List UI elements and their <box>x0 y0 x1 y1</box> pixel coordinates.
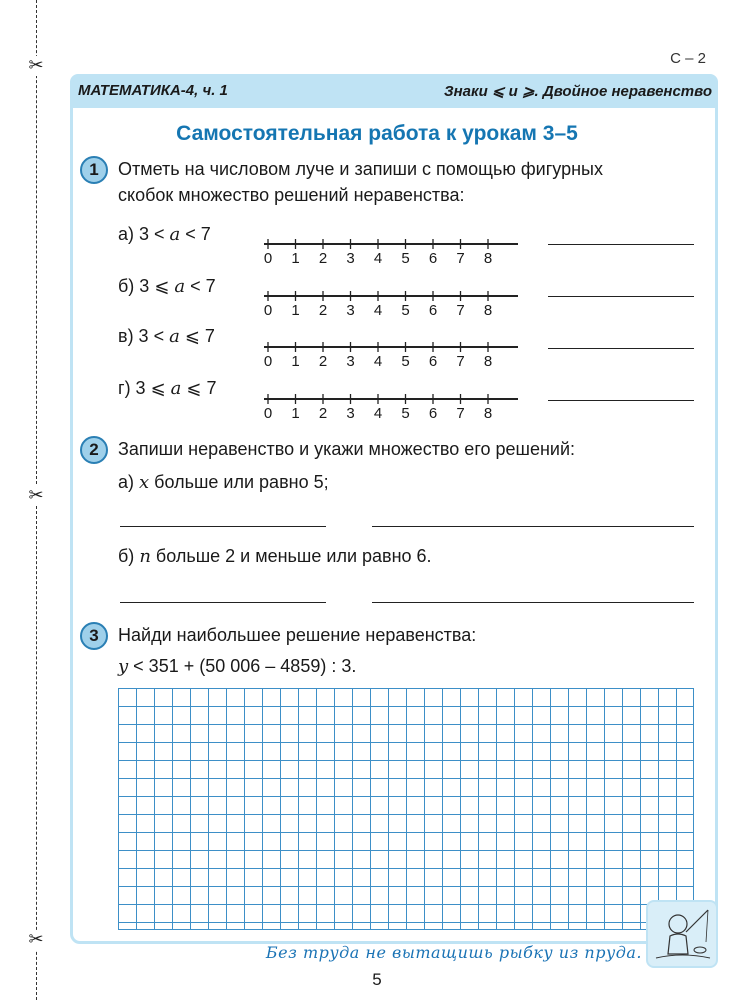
task1-row-c: в) 3 < a ⩽ 7 <box>118 326 215 347</box>
ray-tick-label: 0 <box>264 405 273 419</box>
ray-tick-label: 7 <box>456 302 465 316</box>
ray-tick-label: 8 <box>483 250 493 264</box>
ray-tick-label: 2 <box>318 250 328 264</box>
ray-tick-label: 8 <box>483 353 493 367</box>
task-number-badge: 1 <box>80 156 108 184</box>
ray-tick-label: 4 <box>373 353 383 367</box>
ray-tick-label: 0 <box>264 302 273 316</box>
task-number-badge: 3 <box>80 622 108 650</box>
book-title: МАТЕМАТИКА-4, ч. 1 <box>78 82 228 99</box>
ray-tick-label: 5 <box>401 405 410 419</box>
ray-tick-label: 8 <box>483 302 493 316</box>
task1-text-line2: скобок множество решений неравенства: <box>118 185 465 205</box>
task-number-badge: 2 <box>80 436 108 464</box>
scissors-icon: ✂ <box>26 930 46 950</box>
ray-tick-label: 3 <box>346 250 355 264</box>
ray-tick-label: 3 <box>346 353 355 367</box>
number-ray[interactable] <box>264 238 518 264</box>
number-ray[interactable] <box>264 393 518 419</box>
ray-tick-label: 1 <box>291 405 300 419</box>
ray-tick-label: 7 <box>456 405 465 419</box>
answer-line[interactable] <box>372 602 694 603</box>
ray-tick-label: 7 <box>456 353 465 367</box>
ray-tick-label: 1 <box>291 302 300 316</box>
task1-row-a: а) 3 < a < 7 <box>118 224 211 245</box>
answer-line[interactable] <box>548 400 694 401</box>
fishing-illustration <box>646 900 718 968</box>
ray-tick-label: 6 <box>428 405 438 419</box>
ray-tick-label: 3 <box>346 405 355 419</box>
ray-tick-label: 4 <box>373 405 383 419</box>
page-number: 5 <box>372 970 382 989</box>
answer-grid[interactable] <box>118 688 694 930</box>
ray-tick-label: 6 <box>428 250 438 264</box>
number-ray[interactable] <box>264 341 518 367</box>
ray-tick-label: 7 <box>456 250 465 264</box>
scissors-icon: ✂ <box>26 56 46 76</box>
scissors-icon: ✂ <box>26 486 46 506</box>
task3-expression: y < 351 + (50 006 – 4859) : 3. <box>118 656 357 677</box>
task3-text: Найди наибольшее решение неравенства: <box>118 625 477 645</box>
answer-line[interactable] <box>120 602 326 603</box>
page-title: Самостоятельная работа к урокам 3–5 <box>176 122 578 145</box>
ray-tick-label: 5 <box>401 302 410 316</box>
number-ray[interactable] <box>264 290 518 316</box>
ray-tick-label: 5 <box>401 250 410 264</box>
answer-line[interactable] <box>548 296 694 297</box>
task1-row-b: б) 3 ⩽ a < 7 <box>118 276 216 297</box>
ray-tick-label: 3 <box>346 302 355 316</box>
ray-tick-label: 1 <box>291 250 300 264</box>
ray-tick-label: 8 <box>483 405 493 419</box>
ray-tick-label: 2 <box>318 405 328 419</box>
topic-title: Знаки ⩽ и ⩾. Двойное неравенство <box>443 83 712 100</box>
task1-row-d: г) 3 ⩽ a ⩽ 7 <box>118 378 217 399</box>
ray-tick-label: 4 <box>373 250 383 264</box>
ray-tick-label: 6 <box>428 353 438 367</box>
ray-tick-label: 0 <box>264 353 273 367</box>
ray-tick-label: 2 <box>318 302 328 316</box>
ray-tick-label: 0 <box>264 250 273 264</box>
answer-line[interactable] <box>120 526 326 527</box>
task2-text: Запиши неравенство и укажи множество его решений: <box>118 439 576 459</box>
ray-tick-label: 2 <box>318 353 328 367</box>
task2-part-b: б) n больше 2 и меньше или равно 6. <box>118 546 432 567</box>
ray-tick-label: 4 <box>373 302 383 316</box>
answer-line[interactable] <box>548 244 694 245</box>
ray-tick-label: 6 <box>428 302 438 316</box>
page-code: С – 2 <box>670 50 706 67</box>
answer-line[interactable] <box>372 526 694 527</box>
answer-line[interactable] <box>548 348 694 349</box>
ray-tick-label: 5 <box>401 353 410 367</box>
task2-part-a: а) x больше или равно 5; <box>118 472 329 493</box>
ray-tick-label: 1 <box>291 353 300 367</box>
task1-text-line1: Отметь на числовом луче и запиши с помощью фигурных <box>118 159 603 179</box>
proverb: Без труда не вытащишь рыбку из пруда. <box>265 943 642 962</box>
